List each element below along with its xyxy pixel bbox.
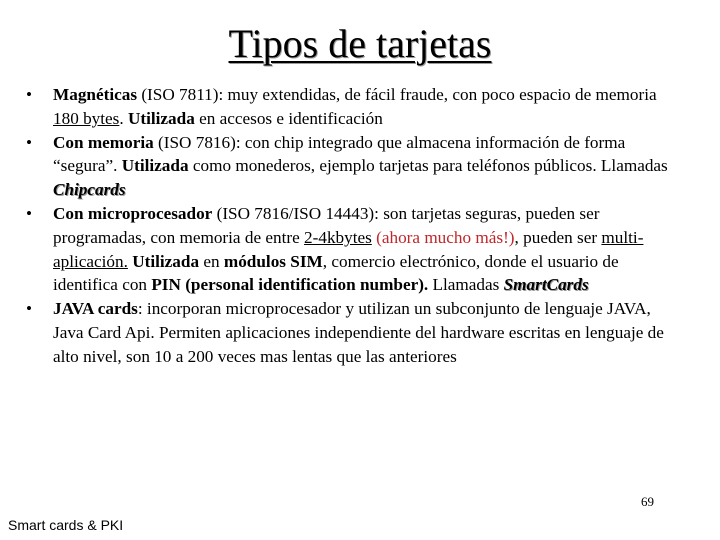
memory-size-underlined: 2-4kbytes <box>304 227 372 247</box>
bullet-text: en accesos e identificación <box>194 108 383 128</box>
bullet-text: , pueden ser <box>514 227 602 247</box>
footer-text: Smart cards & PKI <box>8 517 124 533</box>
sim-modules-label: módulos SIM <box>223 251 323 271</box>
bullet-term: Con memoria <box>53 132 154 152</box>
bullet-text: como monederos, ejemplo tarjetas para teléfonos públicos. Llamadas <box>188 156 668 176</box>
memory-size-underlined: 180 bytes <box>53 108 120 128</box>
bullet-marker: • <box>26 203 33 223</box>
bullet-text: (ISO 7816): con chip integrado que almacena información de forma “segura”. <box>53 132 626 176</box>
usage-label: Utilizada <box>127 108 195 128</box>
card-name-smartcards: SmartCards <box>503 275 589 295</box>
bullet-text: (ISO 7811): muy extendidas, de fácil fraude, con poco espacio de memoria <box>137 85 657 104</box>
bullet-text: Llamadas <box>428 275 504 295</box>
bullet-marker: • <box>26 132 33 152</box>
bullet-item-magneticas <box>22 83 682 131</box>
page-number: 69 <box>641 494 654 509</box>
highlight-note: (ahora mucho más!) <box>371 227 515 247</box>
pin-label: PIN (personal identification number). <box>151 275 429 295</box>
slide-title: Tipos de tarjetas <box>228 21 492 66</box>
usage-label: Utilizada <box>121 156 189 176</box>
bullet-text: en <box>199 251 224 271</box>
bullet-list <box>22 83 682 369</box>
bullet-item-microprocesador <box>22 202 682 297</box>
bullet-text: , comercio electrónico, donde el usuario de identifica con <box>53 251 619 295</box>
bullet-term: Magnéticas <box>53 85 138 104</box>
bullet-text: : incorporan microprocesador y utilizan un subconjunto de lenguaje JAVA, Java Card Api. Permiten aplicaciones independiente del hardware escritas en lenguaje de alto nivel, son 10 a 200 veces mas lentas que las anteriores <box>53 299 664 366</box>
bullet-term: JAVA cards <box>53 299 138 319</box>
bullet-marker: • <box>26 299 33 319</box>
bullet-item-memoria <box>22 131 682 202</box>
bullet-text: (ISO 7816/ISO 14443): son tarjetas seguras, pueden ser programadas, con memoria de entre <box>53 203 600 247</box>
bullet-marker: • <box>26 85 33 104</box>
card-name-chipcards: Chipcards <box>53 180 126 200</box>
usage-label: Utilizada <box>132 251 200 271</box>
bullet-term: Con microprocesador <box>53 203 213 223</box>
multi-app-underlined: multi-aplicación. <box>53 227 644 271</box>
bullet-text: . <box>119 108 128 128</box>
bullet-item-java-cards <box>22 297 682 368</box>
